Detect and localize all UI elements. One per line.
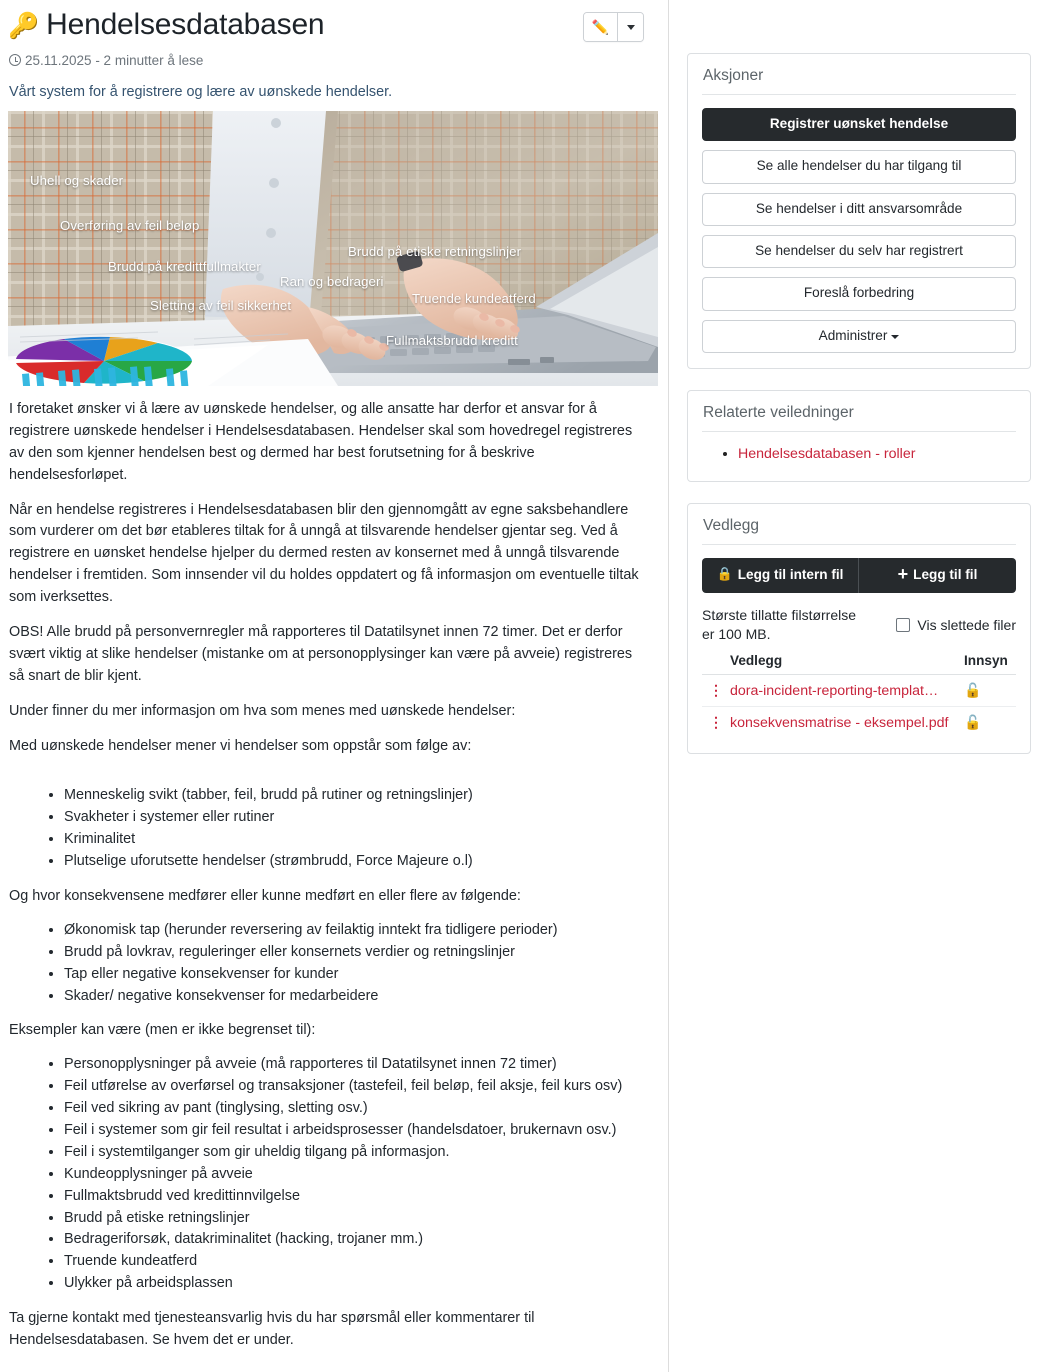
col-menu — [702, 651, 730, 675]
list-item: • Feil i systemtilganger som gir uheldig tilgang på informasjon. — [64, 1142, 648, 1164]
article-header — [8, 6, 650, 43]
attachment-link[interactable]: konsekvensmatrise - eksempel.pdf — [730, 714, 949, 731]
pencil-icon: ✏️ — [591, 18, 610, 35]
clock-icon — [9, 54, 21, 66]
paragraph-2: Når en hendelse registreres i Hendelsesdatabasen blir den gjennomgått av egne saksbehandlere som vurderer om det bør etableres tiltak for å unngå at tilsvarende hendelser gjentar seg. Ved å registrere en uønsket hendelse hjelper du dermed resten av konsernet med å unngå tilsvarende hendelser i fremtiden. Som innsender vil du holdes oppdatert og få informasjon om eventuelle tiltak som iverksettes. — [9, 501, 639, 606]
add-file-label: Legg til fil — [913, 567, 978, 583]
list-item: • Svakheter i systemer eller rutiner — [64, 807, 648, 829]
divider — [702, 544, 1016, 545]
table-row — [702, 706, 1016, 738]
table-row — [702, 674, 1016, 706]
related-guides-title: Relaterte veiledninger — [703, 403, 854, 421]
view-area-incidents-button[interactable]: Se hendelser i ditt ansvarsområde — [702, 193, 1016, 226]
hero-label: Fullmaktsbrudd kreditt — [386, 332, 518, 348]
hero-label: Brudd på kredittfullmakter — [108, 258, 261, 274]
list-item: • Kriminalitet — [64, 829, 648, 851]
paragraph-8: Ta gjerne kontakt med tjenesteansvarlig hvis du har spørsmål eller kommentarer til Hendelsesdatabasen. Se hvem det er under. — [9, 1310, 535, 1348]
article-meta — [9, 53, 650, 68]
checkbox[interactable] — [896, 618, 910, 632]
causes-list — [8, 785, 648, 873]
sidebar — [669, 0, 1041, 775]
paragraph-1: I foretaket ønsker vi å lære av uønskede hendelser, og alle ansatte har derfor et ansvar for å registrere uønskede hendelser i Hendelsesdatabasen. Hendelser skal som hovedregel registreres av den som kjenner hendelsen best og dermed har best forutsetning for å beskrive hendelsesforløpet. — [9, 400, 633, 483]
suggest-improvement-button[interactable]: Foreslå forbedring — [702, 277, 1016, 310]
hero-label: Sletting av feil sikkerhet — [150, 297, 292, 313]
list-item: • Brudd på etiske retningslinjer — [64, 1208, 648, 1230]
register-incident-button[interactable]: Registrer uønsket hendelse — [702, 108, 1016, 141]
list-item — [738, 445, 1016, 462]
hero-illustration — [8, 111, 658, 386]
related-guide-link[interactable]: Hendelsesdatabasen - roller — [738, 445, 916, 462]
view-own-incidents-button[interactable]: Se hendelser du selv har registrert — [702, 235, 1016, 268]
related-guides-list — [702, 445, 1016, 462]
divider — [702, 94, 1016, 95]
list-item: • Menneskelig svikt (tabber, feil, brudd på rutiner og retningslinjer) — [64, 785, 648, 807]
edit-dropdown-button[interactable] — [618, 13, 643, 41]
hero-label: Ran og bedrageri — [280, 273, 384, 289]
list-item: • Ulykker på arbeidsplassen — [64, 1273, 648, 1295]
view-all-incidents-button[interactable]: Se alle hendelser du har tilgang til — [702, 150, 1016, 183]
show-deleted-files-toggle[interactable] — [896, 617, 1016, 633]
edit-button-group[interactable] — [583, 12, 644, 42]
chevron-down-icon — [891, 335, 899, 339]
actions-card-title: Aksjoner — [703, 67, 764, 84]
hero-label: Brudd på etiske retningslinjer — [348, 243, 522, 259]
title-group — [8, 8, 324, 43]
attachment-buttons — [702, 558, 1016, 593]
actions-card — [687, 53, 1031, 369]
lead-paragraph: Vårt system for å registrere og lære av uønskede hendelser. — [9, 83, 393, 100]
list-item: • Økonomisk tap (herunder reversering av feilaktig inntekt fra tidligere perioder) — [64, 920, 648, 942]
hero-label: Truende kundeatferd — [412, 290, 536, 306]
hero-label: Overføring av feil beløp — [60, 217, 200, 233]
paragraph-3: OBS! Alle brudd på personvernregler må rapporteres til Datatilsynet innen 72 timer. Det er derfor svært viktig at slike hendelser (mistanke om at personopplysinger kan være på avveie) registreres så snart de blir kjent. — [9, 623, 633, 684]
table-header-row — [702, 651, 1016, 675]
hero-label: Uhell og skader — [30, 172, 124, 188]
attachments-table — [702, 651, 1016, 738]
col-access: Innsyn — [964, 651, 1016, 675]
list-item: • Tap eller negative konsekvenser for kunder — [64, 964, 648, 986]
consequences-list — [8, 920, 648, 1008]
meta-text: 25.11.2025 - 2 minutter å lese — [25, 52, 204, 68]
unlock-icon: 🔓 — [964, 674, 1016, 706]
col-name: Vedlegg — [730, 651, 964, 675]
examples-list — [8, 1054, 648, 1295]
list-item: • Feil i systemer som gir feil resultat i arbeidsprosesser (handelsdatoer, brukernavn osv.) — [64, 1120, 648, 1142]
list-item: • Kundeopplysninger på avveie — [64, 1164, 648, 1186]
related-guides-card — [687, 390, 1031, 482]
list-item: • Brudd på lovkrav, reguleringer eller konsernets verdier og retningslinjer — [64, 942, 648, 964]
list-item: • Fullmaktsbrudd ved kredittinnvilgelse — [64, 1186, 648, 1208]
attachments-title: Vedlegg — [703, 516, 760, 534]
key-icon: 🔑 — [8, 11, 40, 40]
lock-icon: 🔒 — [716, 566, 733, 582]
list-item: • Feil utførelse av overførsel og transaksjoner (tastefeil, feil beløp, feil aksje, feil kurs osv) — [64, 1076, 648, 1098]
max-filesize-note: Største tillatte filstørrelse er 100 MB. — [702, 606, 857, 642]
list-item: • Plutselige uforutsette hendelser (strømbrudd, Force Majeure o.l) — [64, 851, 648, 873]
attachments-card — [687, 503, 1031, 754]
chevron-down-icon — [627, 25, 635, 30]
list-item: • Skader/ negative konsekvenser for medarbeidere — [64, 986, 648, 1008]
add-internal-file-label: Legg til intern fil — [737, 567, 844, 583]
administer-dropdown-button[interactable] — [702, 320, 1016, 353]
list-item: • Feil ved sikring av pant (tinglysing, sletting osv.) — [64, 1098, 648, 1120]
paragraph-6: Og hvor konsekvensene medfører eller kunne medført en eller flere av følgende: — [9, 887, 521, 904]
edit-button[interactable] — [584, 13, 618, 41]
hero-image — [8, 111, 658, 386]
plus-icon: + — [897, 563, 909, 584]
show-deleted-files-label: Vis slettede filer — [917, 616, 1016, 633]
administer-label: Administrer — [818, 327, 888, 343]
paragraph-7: Eksempler kan være (men er ikke begrenset til): — [9, 1022, 316, 1039]
list-item: • Truende kundeatferd — [64, 1251, 648, 1273]
add-file-button[interactable] — [859, 558, 1016, 593]
add-internal-file-button[interactable] — [702, 558, 859, 593]
attachment-link[interactable]: dora-incident-reporting-templat… — [730, 682, 939, 699]
unlock-icon: 🔓 — [964, 714, 982, 731]
row-menu-button[interactable]: ⋮ — [709, 714, 723, 731]
paragraph-5: Med uønskede hendelser mener vi hendelser som oppstår som følge av: — [9, 737, 472, 754]
divider — [702, 431, 1016, 432]
paragraph-4: Under finner du mer informasjon om hva som menes med uønskede hendelser: — [9, 702, 516, 719]
list-item: • Personopplysninger på avveie (må rapporteres til Datatilsynet innen 72 timer) — [64, 1054, 648, 1076]
list-item: • Bedrageriforsøk, datakriminalitet (hacking, trojaner mm.) — [64, 1229, 648, 1251]
attachment-options-row — [702, 606, 1016, 644]
page-title: Hendelsesdatabasen — [46, 8, 325, 41]
row-menu-button[interactable]: ⋮ — [702, 674, 730, 706]
